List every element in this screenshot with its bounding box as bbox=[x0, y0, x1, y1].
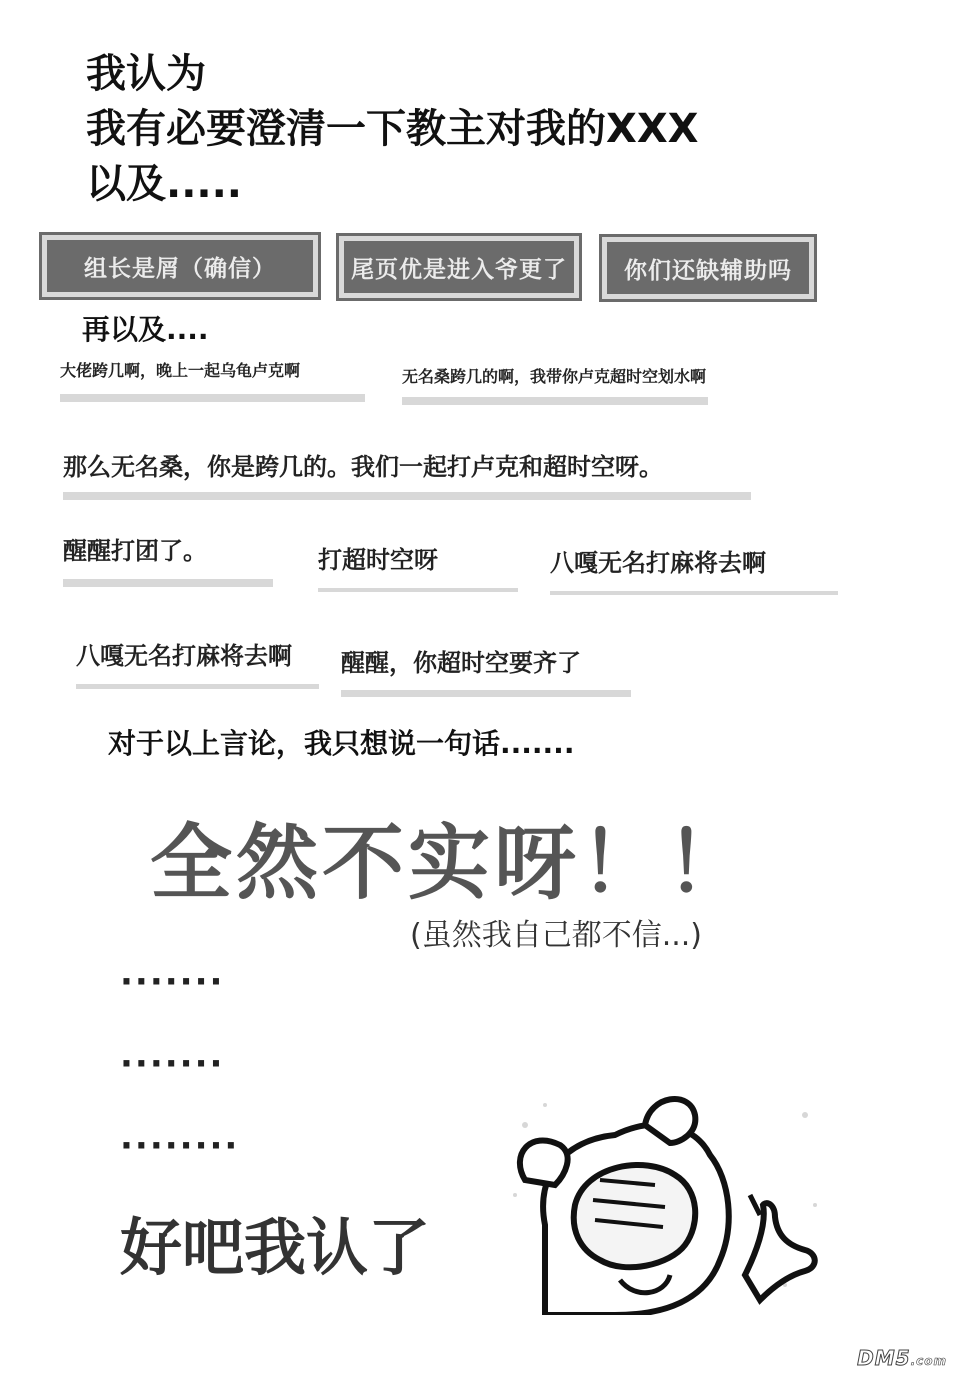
site-watermark: DM5.com bbox=[857, 1346, 947, 1370]
also-text: 再以及.... bbox=[82, 313, 209, 346]
comment-3: 那么无名桑，你是跨几的。我们一起打卢克和超时空呀。 bbox=[63, 453, 663, 481]
exclaim-text: 全然不实呀！！ bbox=[150, 816, 753, 911]
intro-line-2: 我有必要澄清一下教主对我的XXX bbox=[86, 106, 699, 152]
divider bbox=[402, 397, 708, 405]
comment-1: 大佬跨几啊，晚上一起乌龟卢克啊 bbox=[60, 361, 301, 380]
divider bbox=[63, 579, 273, 587]
tag-box-3: 你们还缺辅助吗 bbox=[602, 237, 814, 299]
tag-box-2: 尾页优是进入爷更了 bbox=[339, 236, 579, 298]
final-text: 好吧我认了 bbox=[120, 1211, 431, 1284]
intro-line-3: 以及..... bbox=[86, 161, 242, 207]
statement-text: 对于以上言论，我只想说一句话....... bbox=[108, 727, 575, 760]
divider bbox=[63, 492, 751, 500]
facepalm-bear-illustration bbox=[505, 1085, 835, 1315]
comment-2: 无名桑跨几的啊，我带你卢克超时空划水啊 bbox=[402, 367, 707, 386]
ellipsis-1: ······· bbox=[120, 962, 225, 1002]
ellipsis-3: ········ bbox=[120, 1126, 240, 1166]
ellipsis-2: ······· bbox=[120, 1044, 225, 1084]
divider bbox=[60, 394, 365, 402]
divider bbox=[550, 591, 838, 595]
divider bbox=[76, 684, 319, 689]
comment-5: 打超时空呀 bbox=[318, 546, 438, 574]
intro-line-1: 我认为 bbox=[86, 51, 206, 97]
aside-text: (虽然我自己都不信...) bbox=[410, 918, 703, 953]
divider bbox=[318, 588, 518, 592]
comment-7: 八嘎无名打麻将去啊 bbox=[76, 642, 292, 670]
comment-4: 醒醒打团了。 bbox=[63, 537, 207, 565]
tag-box-1: 组长是屑（确信） bbox=[42, 235, 318, 297]
comment-8: 醒醒，你超时空要齐了 bbox=[341, 649, 581, 677]
comment-6: 八嘎无名打麻将去啊 bbox=[550, 549, 766, 577]
divider bbox=[341, 690, 631, 697]
